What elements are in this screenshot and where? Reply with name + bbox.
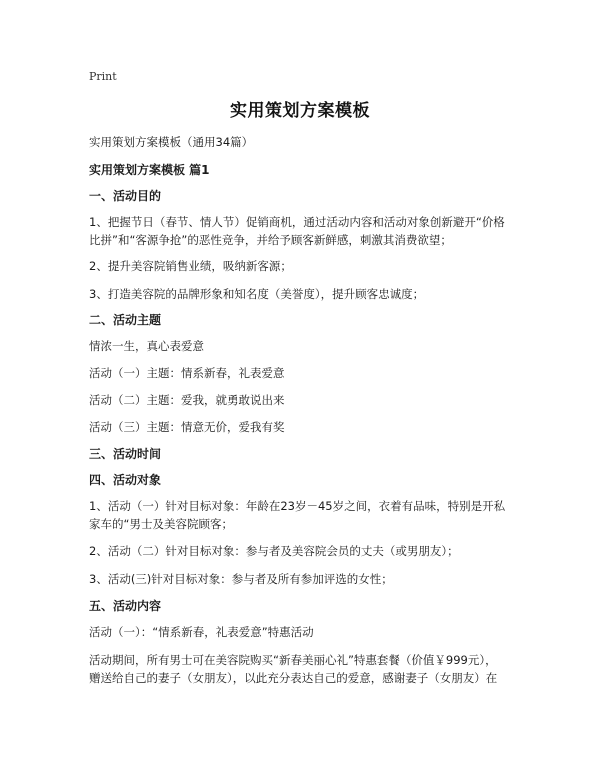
target-item-1-line-2: 家车的“男士及美容院顾客； <box>89 517 233 531</box>
content-activity-1-title: 活动（一）：“情系新春，礼表爱意”特惠活动 <box>89 625 314 639</box>
purpose-heading: 一、活动目的 <box>89 189 162 203</box>
subtitle: 实用策划方案模板（通用34篇） <box>89 135 254 149</box>
theme-activity-1: 活动（一）主题：情系新春，礼表爱意 <box>89 366 285 380</box>
target-item-1-line-1: 1、活动（一）针对目标对象：年龄在23岁－45岁之间，衣着有品味，特别是开私 <box>89 499 506 513</box>
content-paragraph-line-2: 赠送给自己的妻子（女朋友），以此充分表达自己的爱意，感谢妻子（女朋友）在 <box>89 671 498 685</box>
target-item-3: 3、活动(三)针对目标对象：参与者及所有参加评选的女性； <box>89 572 393 586</box>
purpose-item-3: 3、打造美容院的品牌形象和知名度（美誉度），提升顾客忠诚度； <box>89 287 425 301</box>
theme-activity-2: 活动（二）主题：爱我，就勇敢说出来 <box>89 393 285 407</box>
content-heading: 五、活动内容 <box>89 599 162 613</box>
purpose-item-1-line-2: 比拼”和“客源争抢”的恶性竞争，并给予顾客新鲜感，刺激其消费欲望； <box>89 233 452 247</box>
time-heading: 三、活动时间 <box>89 447 162 461</box>
purpose-item-1-line-1: 1、把握节日（春节、情人节）促销商机，通过活动内容和活动对象创新避开“价格 <box>89 215 505 229</box>
section-title: 实用策划方案模板 篇1 <box>89 163 210 177</box>
target-heading: 四、活动对象 <box>89 473 162 487</box>
theme-activity-3: 活动（三）主题：情意无价，爱我有奖 <box>89 420 285 434</box>
theme-main: 情浓一生，真心表爱意 <box>89 339 204 353</box>
purpose-item-2: 2、提升美容院销售业绩，吸纳新客源； <box>89 259 292 273</box>
theme-heading: 二、活动主题 <box>89 313 162 327</box>
page-title: 实用策划方案模板 <box>230 101 370 121</box>
target-item-2: 2、活动（二）针对目标对象：参与者及美容院会员的丈夫（或男朋友）； <box>89 544 459 558</box>
content-paragraph-line-1: 活动期间，所有男士可在美容院购买“新春美丽心礼”特惠套餐（价值￥999元）， <box>89 653 497 667</box>
print-link[interactable]: Print <box>89 70 117 83</box>
